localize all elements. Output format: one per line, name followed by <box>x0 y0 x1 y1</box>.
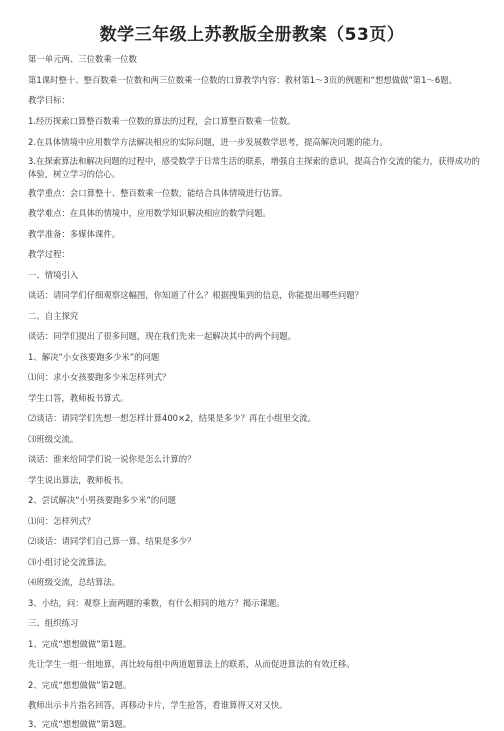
paragraph: ⑷班级交流，总结算法。 <box>28 577 121 587</box>
paragraph: 1、解决“小女孩要跑多少米”的问题 <box>28 352 160 362</box>
paragraph: 2、完成“想想做做”第2题。 <box>28 680 132 690</box>
document-title: 数学三年级上苏教版全册教案（53页） <box>99 25 405 45</box>
paragraph: 谈话：谁来给同学们说一说你是怎么计算的？ <box>28 454 196 464</box>
paragraph: 学生说出算法，教师板书。 <box>28 475 129 485</box>
paragraph: 教学准备：多媒体课件。 <box>28 229 121 239</box>
paragraph: 教学过程： <box>28 249 70 259</box>
paragraph: 谈话：同学们提出了很多问题，现在我们先来一起解决其中的两个问题。 <box>28 331 296 341</box>
paragraph: 2、尝试解决“小男孩要跑多少米”的问题 <box>28 495 177 505</box>
section-heading: 二、自主探究 <box>28 311 79 321</box>
paragraph: 3、小结，问：观察上面两题的乘数，有什么相同的地方？揭示课题。 <box>28 598 285 608</box>
paragraph: 教师出示卡片指名回答，再移动卡片，学生抢答，看谁算得又对又快。 <box>28 700 288 710</box>
paragraph: 教学难点：在具体的情境中，应用数学知识解决相应的数学问题。 <box>28 208 271 218</box>
section-heading: 三、组织练习 <box>28 618 79 628</box>
paragraph: 第一单元两、三位数乘一位数 <box>28 54 137 64</box>
paragraph: ⑵谈话：请同学们先想一想怎样计算400×2，结果是多少？再在小组里交流。 <box>28 413 316 423</box>
paragraph: ⑴问：求小女孩要跑多少米怎样列式？ <box>28 372 171 382</box>
paragraph: ⑴问：怎样列式？ <box>28 516 95 526</box>
paragraph: 教学重点：会口算整十、整百数乘一位数，能结合具体情境进行估算。 <box>28 188 288 198</box>
paragraph: 谈话：请同学们仔细观察这幅图，你知道了什么？根据搜集到的信息，你能提出哪些问题？ <box>28 290 363 300</box>
paragraph: ⑵谈话：请同学们自己算一算、结果是多少？ <box>28 536 196 546</box>
paragraph: ⑶班级交流。 <box>28 434 79 444</box>
paragraph: 3.在探索算法和解决问题的过程中，感受数学于日常生活的联系，增强自主探索的意识，提高合作交流的能力，获得成功的体验，树立学习的信心。 <box>28 156 480 179</box>
paragraph: 学生口答，教师板书算式。 <box>28 393 129 403</box>
paragraph: 3、完成“想想做做”第3题。 <box>28 719 132 729</box>
paragraph: 1.经历探索口算整百数乘一位数的算法的过程，会口算整百数乘一位数。 <box>28 116 296 126</box>
paragraph: 先让学生一组一组地算，再比较每组中两道题算法上的联系，从而促进算法的有效迁移。 <box>28 659 355 669</box>
paragraph: 教学目标： <box>28 95 70 105</box>
paragraph: 1、完成“想想做做”第1题。 <box>28 639 132 649</box>
section-heading: 一、情境引入 <box>28 270 79 280</box>
paragraph: 2.在具体情境中应用数学方法解决相应的实际问题，进一步发展数学思考，提高解决问题的能力。 <box>28 137 388 147</box>
paragraph: 第1课时整十、整百数乘一位数和两三位数乘一位数的口算教学内容：教材第1～3页的例题和“想想做做”第1～6题。 <box>28 75 457 85</box>
paragraph: ⑶小组讨论交流算法。 <box>28 557 112 567</box>
